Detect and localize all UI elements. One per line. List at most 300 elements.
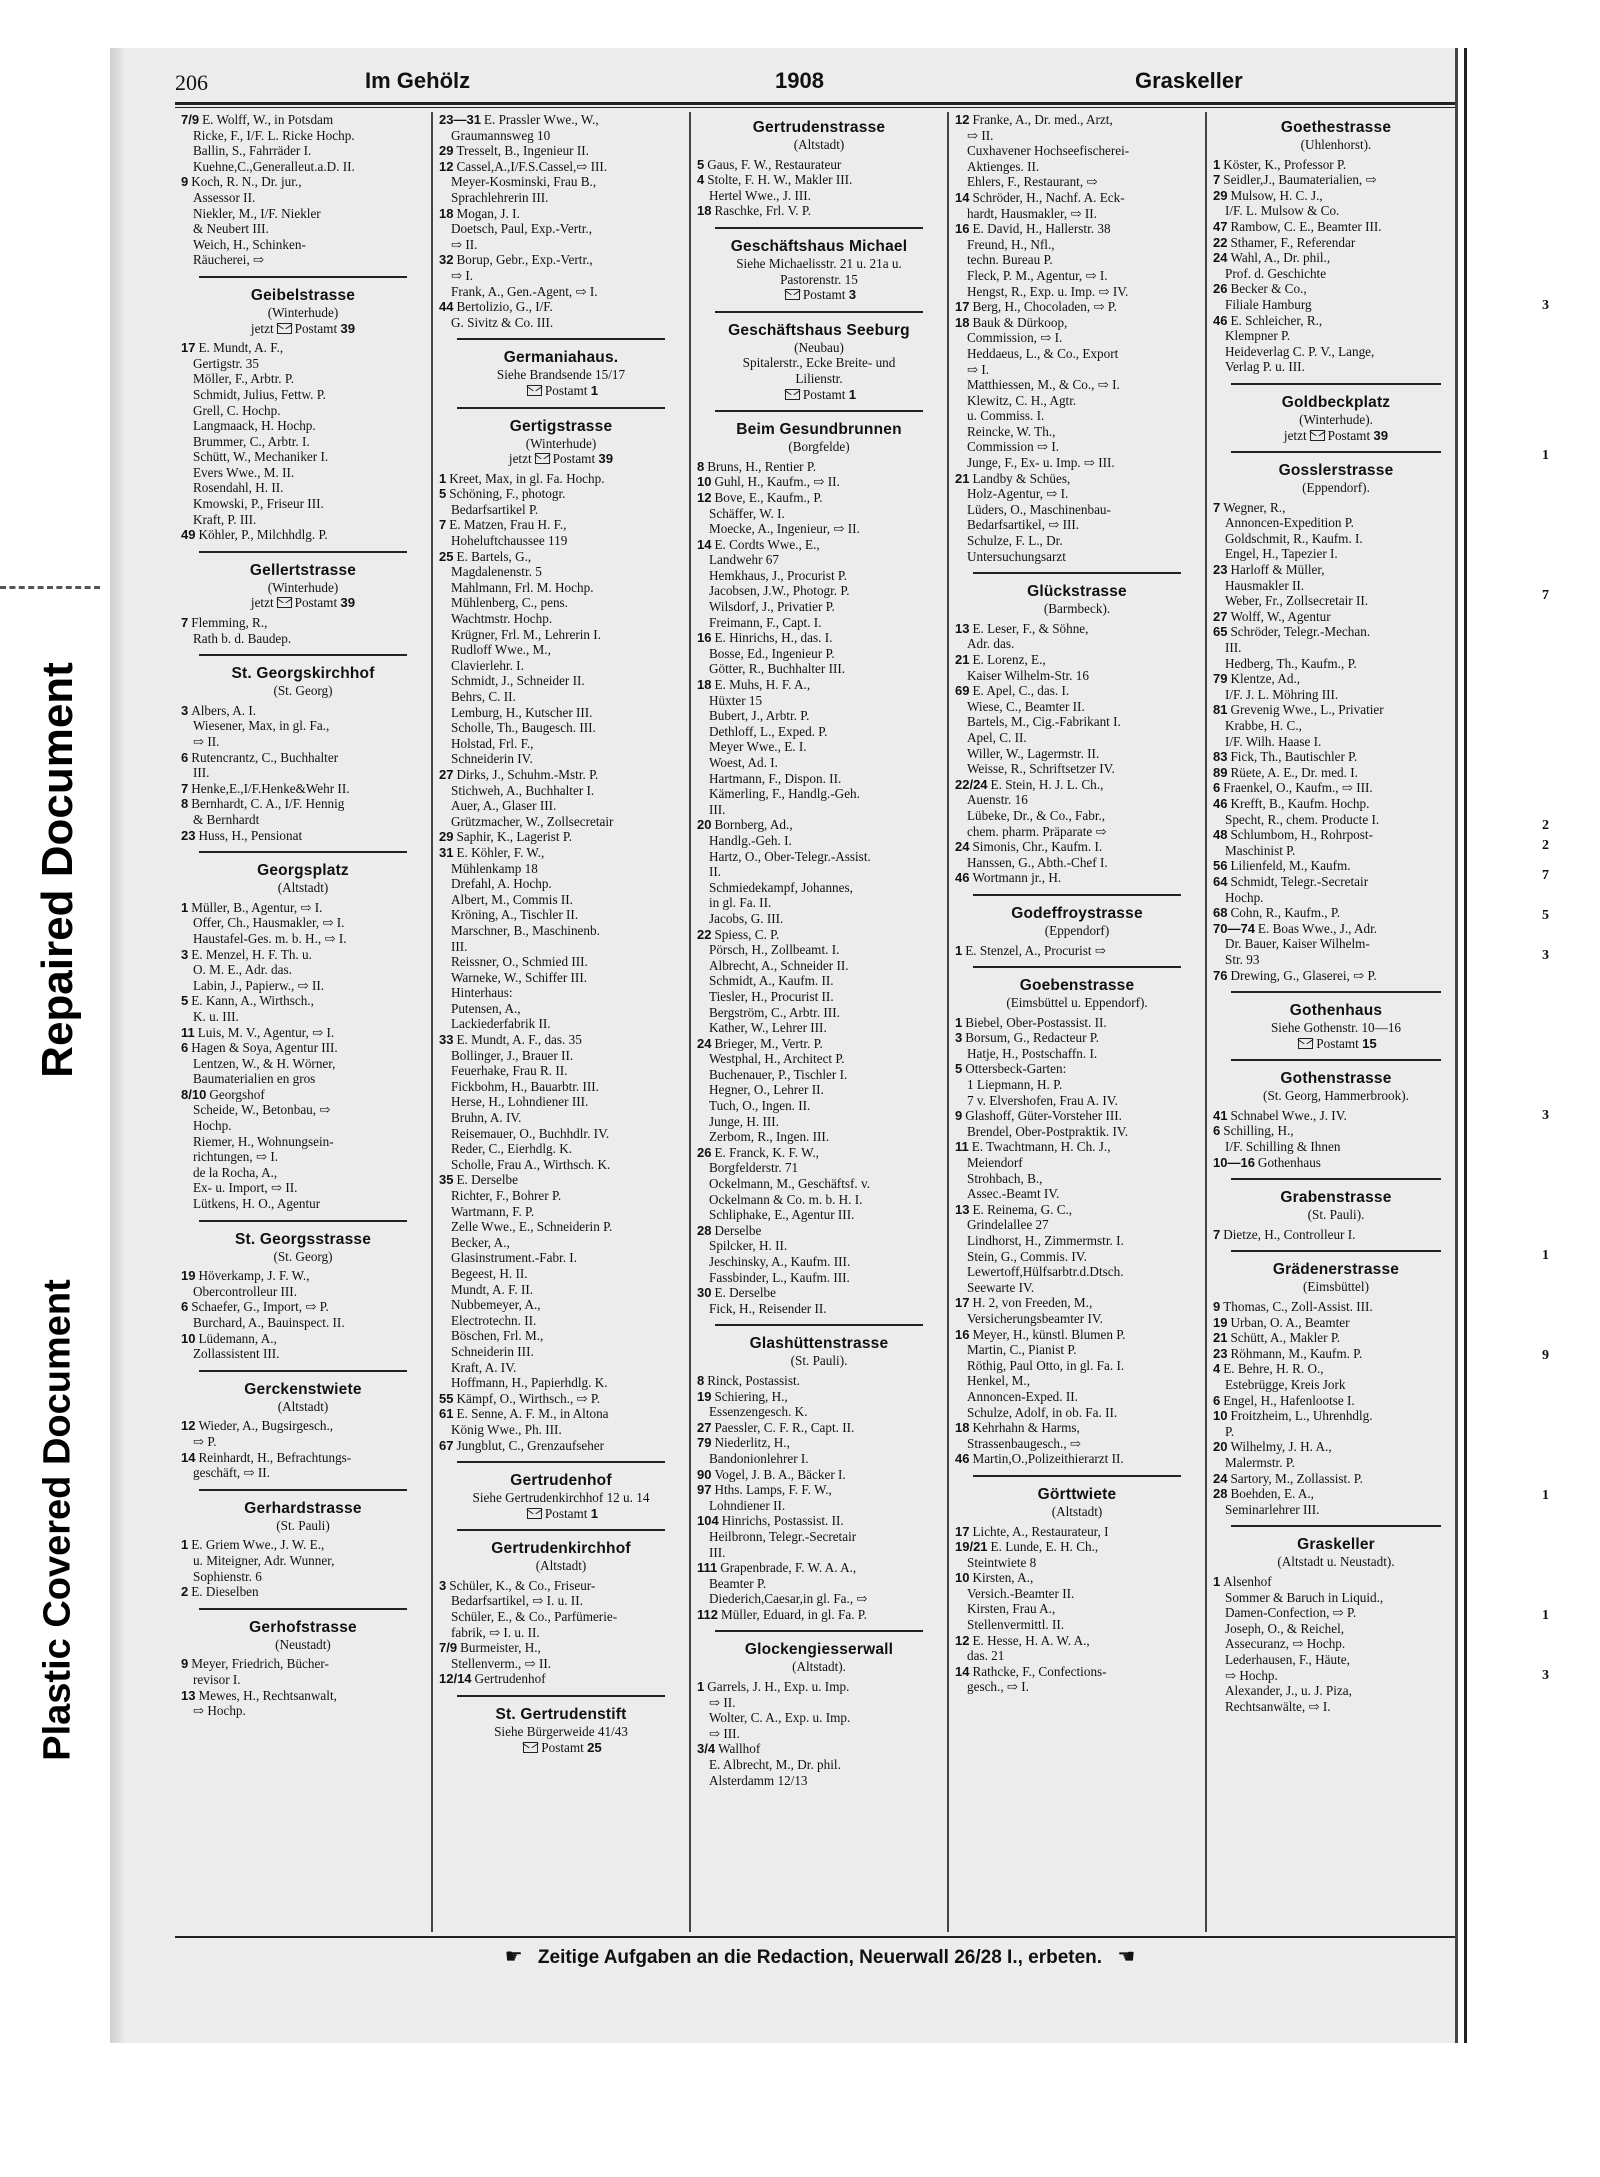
directory-entry [439,814,683,830]
street-heading: Gothenstrasse [1280,1070,1392,1088]
resident-text: Bosse, Ed., Ingenieur P. [709,645,835,661]
directory-entry [697,989,941,1005]
resident-text: Bornberg, Ad., [714,817,793,833]
directory-entry [439,1204,683,1220]
house-number: 7/9 [439,1640,458,1656]
resident-text: Urban, O. A., Beamter [1230,1314,1350,1330]
postamt-line [697,387,941,403]
directory-entry [697,1005,941,1021]
house-number: 3 [955,1030,963,1046]
house-number: 27 [697,1419,712,1435]
resident-text: Nubbemeyer, A., [451,1297,541,1313]
postamt-number: 1 [848,386,857,402]
directory-entry [955,299,1199,315]
directory-entry [181,1134,425,1150]
house-number: 46 [955,1451,970,1467]
postamt-label: Postamt [802,287,846,303]
directory-entry [697,786,941,802]
resident-text: Graumannsweg 10 [451,127,551,143]
directory-entry [697,1757,941,1773]
directory-entry [181,1299,425,1315]
resident-text: Stellenverm., ⇨ II. [451,1655,552,1671]
resident-text: Heilbronn, Telegr.-Secretair [709,1528,857,1544]
resident-text: Paessler, C. F. R., Capt. II. [714,1419,855,1435]
directory-entry [697,1145,941,1161]
resident-text: Schmidt, Julius, Fettw. P. [193,386,326,402]
directory-entry [181,449,425,465]
section-divider [1231,1059,1441,1061]
resident-text: Hüxter 15 [709,692,763,708]
next-page-fragment: 7 [1542,868,1549,883]
resident-text: Bubert, J., Arbtr. P. [709,708,810,724]
house-number: 27 [1213,608,1228,624]
resident-text: Apel, C. II. [967,729,1027,745]
resident-text: Sprachlehrerin III. [451,189,549,205]
directory-entry [697,537,941,553]
directory-entry [697,755,941,771]
resident-text: Vogel, J. B. A., Bäcker I. [714,1466,846,1482]
directory-entry [181,403,425,419]
house-number: 24 [1213,1470,1228,1486]
directory-entry [1213,1455,1459,1471]
directory-entry [1213,1393,1459,1409]
house-number: 20 [697,817,712,833]
directory-entry [439,845,683,861]
house-number: 3 [439,1577,447,1593]
resident-text: Grell, C. Hochp. [193,402,281,418]
resident-text: Stichweh, A., Buchhalter I. [451,782,595,798]
directory-entry [955,1570,1199,1586]
resident-text: Jeschinsky, A., Kaufm. III. [709,1254,851,1269]
directory-entry [1213,968,1459,984]
column-1 [175,112,433,1932]
resident-text: Martin,O.,Polizeithierarzt II. [972,1451,1124,1467]
postamt-line [439,451,683,467]
house-number: 18 [697,203,712,219]
street-section [1213,118,1459,153]
postamt-line [1213,1036,1459,1052]
directory-entry [697,708,941,724]
street-heading: Gerhardstrasse [244,1499,362,1517]
house-number: 12 [439,158,454,174]
street-section [1213,1525,1459,1570]
resident-text: Schmiedekampf, Johannes, [709,879,853,895]
street-heading: Grädenerstrasse [1272,1261,1400,1279]
directory-entry [1213,874,1459,890]
directory-entry [181,1688,425,1704]
resident-text: Hatje, H., Postschaffn. I. [967,1045,1098,1061]
resident-text: Putensen, A., [451,1000,521,1016]
resident-text: Borgfelderstr. 71 [709,1160,799,1176]
resident-text: I/F. L. Mulsow & Co. [1225,203,1340,219]
directory-entry [697,802,941,818]
resident-text: Commission, ⇨ I. [967,330,1063,346]
street-district: Siehe Bürgerweide 41/43 [494,1724,628,1740]
directory-entry [697,506,941,522]
directory-entry [439,1172,683,1188]
street-district: (St. Georg) [273,683,333,699]
resident-text: Clavierlehr. I. [451,657,524,673]
resident-text: I/F. Schilling & Ihnen [1225,1139,1341,1155]
directory-entry [439,642,683,658]
postamt-label: Postamt [541,1739,584,1755]
resident-text: Hinrichs, Postassist. II. [721,1513,844,1529]
resident-text: Bauk & Dürkoop, [972,314,1068,330]
street-section [181,851,425,896]
resident-text: Weber, Fr., Zollsecretair II. [1225,593,1369,609]
house-number: 10 [181,1330,196,1346]
resident-text: ⇨ III. [709,1725,740,1741]
street-district: (Winterhude). [1299,411,1373,427]
resident-text: Seidler,J., Baumaterialien, ⇨ [1223,172,1377,188]
house-number: 23 [181,827,196,843]
directory-entry [1213,765,1459,781]
section-divider [715,227,923,229]
street-district: (Altstadt) [793,137,845,152]
directory-entry [439,1609,683,1625]
resident-text: Auenstr. 16 [967,792,1028,808]
resident-text: Joseph, O., & Reichel, [1225,1620,1345,1636]
page-gutter-shadow [110,48,126,2043]
directory-entry [955,346,1199,362]
page-header [175,62,1465,96]
section-divider [199,276,407,278]
resident-text: Zerbom, R., Ingen. III. [709,1129,830,1145]
directory-entry [1213,1668,1459,1684]
resident-text: Thomas, C., Zoll-Assist. III. [1223,1299,1373,1315]
postamt-number: 1 [590,382,599,398]
resident-text: Magdalenenstr. 5 [451,564,542,580]
directory-entry [1213,1636,1459,1652]
street-district: (St. Pauli). [1307,1207,1365,1223]
house-number: 4 [697,172,705,188]
house-number: 79 [697,1435,712,1451]
next-page-fragment: 3 [1542,948,1549,963]
resident-text: Ricke, F., I/F. L. Ricke Hochp. [193,127,355,143]
directory-entry [697,583,941,599]
directory-entry [955,1633,1199,1649]
resident-text: Lilienfeld, M., Kaufm. [1230,858,1351,874]
directory-entry [1213,531,1459,547]
resident-text: Moecke, A., Ingenieur, ⇨ II. [709,521,860,537]
street-section [181,654,425,699]
section-divider [199,1489,407,1491]
directory-entry [697,1223,941,1239]
resident-text: Assessor II. [193,189,256,205]
resident-text: Schulze, F. L., Dr. [967,533,1063,549]
resident-text: H. 2, von Freeden, M., [972,1295,1093,1311]
directory-entry [955,128,1199,144]
street-district: (St. Georg, Hammerbrook). [1263,1088,1409,1104]
street-district: Pastorenstr. 15 [780,271,858,287]
directory-entry [181,1553,425,1569]
header-rule-thin [175,107,1465,108]
postamt-line [439,383,683,399]
directory-entry [1213,578,1459,594]
resident-text: Krefft, B., Kaufm. Hochp. [1230,795,1370,811]
directory-entry [697,661,941,677]
street-district: (Eppendorf) [1044,922,1110,938]
resident-text: geschäft, ⇨ II. [193,1465,270,1481]
resident-text: E. Schleicher, R., [1230,312,1323,328]
directory-entry [697,157,941,173]
house-number: 33 [439,1032,454,1048]
directory-entry [697,1710,941,1726]
resident-text: Meyer, H., künstl. Blumen P. [972,1326,1126,1342]
house-number: 76 [1213,967,1228,983]
house-number: 19 [181,1268,196,1284]
house-number: 83 [1213,749,1228,765]
envelope-icon [527,1508,542,1519]
resident-text: Reissner, O., Schmied III. [451,954,588,970]
section-divider [199,1220,407,1222]
resident-text: Essenzengesch. K. [709,1404,808,1420]
directory-entry [1213,1155,1459,1171]
directory-entry [181,812,425,828]
directory-entry [439,985,683,1001]
directory-entry [697,739,941,755]
directory-entry [697,677,941,693]
resident-text: Hochp. [1225,889,1264,905]
directory-entry [439,315,683,331]
directory-entry [697,1160,941,1176]
house-number: 68 [1213,905,1228,921]
directory-entry [439,284,683,300]
resident-text: Hoffmann, H., Papierhdlg. K. [451,1375,608,1391]
resident-text: Untersuchungsarzt [967,548,1066,564]
directory-entry [181,1656,425,1672]
directory-entry [439,611,683,627]
house-number: 111 [697,1560,718,1576]
street-district: (Neubau) [794,339,844,355]
directory-entry [1213,780,1459,796]
resident-text: E. Albrecht, M., Dr. phil. [709,1757,841,1773]
street-district: (Altstadt u. Neustadt). [1277,1554,1395,1570]
resident-text: Koch, R. N., Dr. jur., [191,174,302,190]
directory-entry [181,1315,425,1331]
resident-text: Wiesener, Max, in gl. Fa., [193,718,330,734]
directory-entry [697,1238,941,1254]
house-number: 12 [697,489,712,505]
dashed-margin-mark [0,586,100,589]
envelope-icon [523,1742,538,1753]
resident-text: Bandonionlehrer I. [709,1450,809,1466]
resident-text: Grindelallee 27 [967,1217,1049,1233]
house-number: 64 [1213,873,1228,889]
resident-text: Schneiderin III. [451,1343,534,1359]
resident-text: Zelle Wwe., E., Schneiderin P. [451,1219,613,1235]
house-number: 112 [697,1606,718,1622]
section-divider [1231,1250,1441,1252]
street-section [955,1475,1199,1520]
resident-text: Grapenbrade, F. W. A. A., [720,1560,857,1576]
directory-entry [697,1513,941,1529]
directory-entry [955,839,1199,855]
directory-entry [1213,1605,1459,1621]
resident-text: Seewarte IV. [967,1279,1035,1295]
directory-entry [697,490,941,506]
resident-text: Fick, H., Reisender II. [709,1300,827,1316]
directory-entry [955,112,1199,128]
house-number: 26 [697,1144,712,1160]
resident-text: Becker, A., [451,1234,510,1250]
directory-entry [439,892,683,908]
directory-entry [181,527,425,543]
resident-text: Tuch, O., Ingen. II. [709,1098,811,1114]
next-page-fragment: 2 [1542,818,1549,833]
directory-entry [439,1126,683,1142]
resident-text: Drefahl, A. Hochp. [451,876,552,892]
directory-entry [697,973,941,989]
directory-entry [697,1036,941,1052]
directory-entry [439,1360,683,1376]
directory-entry [1213,749,1459,765]
directory-entry [439,1438,683,1454]
postamt-prefix: jetzt [250,320,274,336]
directory-entry [697,880,941,896]
directory-entry [697,1114,941,1130]
resident-text: Bedarfsartikel P. [451,501,539,517]
directory-entry [439,1266,683,1282]
directory-entry [181,112,425,128]
street-heading: Godeffroystrasse [1011,904,1143,922]
directory-entry [955,517,1199,533]
resident-text: Rüete, A. E., Dr. med. I. [1230,764,1358,780]
resident-text: Filiale Hamburg [1225,296,1312,312]
house-number: 5 [955,1061,963,1077]
resident-text: E. Reinema, G. C., [972,1201,1073,1217]
resident-text: Pörsch, H., Zollbeamt. I. [709,942,840,958]
resident-text: Lütkens, H. O., Agentur [193,1196,321,1212]
directory-entry [697,1576,941,1592]
directory-entry [439,673,683,689]
directory-entry [697,724,941,740]
resident-text: E. Twachtmann, H. Ch. J., [971,1139,1111,1155]
house-number: 1 [181,899,189,915]
resident-text: Becker & Co., [1230,281,1307,297]
resident-text: Spiess, C. P. [714,926,780,942]
resident-text: Bruhn, A. IV. [451,1110,522,1126]
resident-text: E. Behre, H. R. O., [1223,1361,1324,1377]
house-number: 7/9 [181,112,200,127]
resident-text: u. Miteigner, Adr. Wunner, [193,1552,335,1568]
directory-entry [1213,936,1459,952]
house-number: 2 [181,1584,189,1600]
directory-entry [1213,827,1459,843]
resident-text: Obercontrolleur III. [193,1283,297,1299]
resident-text: E. Dieselben [191,1584,259,1600]
directory-entry [955,221,1199,237]
directory-entry [181,1584,425,1600]
resident-text: ⇨ II. [967,127,994,143]
resident-text: Rutencrantz, C., Buchhalter [191,749,339,765]
street-district: (St. Pauli) [276,1517,330,1533]
directory-entry [181,1071,425,1087]
directory-entry [697,1067,941,1083]
street-heading: Glückstrasse [1027,583,1127,601]
resident-text: Rechtsanwälte, ⇨ I. [1225,1698,1331,1714]
house-number: 31 [439,844,454,860]
street-heading: St. Georgskirchhof [231,665,375,683]
envelope-icon [785,389,800,400]
resident-text: Wallhof [718,1741,761,1757]
resident-text: ⇨ I. [451,267,474,283]
house-number: 14 [181,1449,196,1465]
resident-text: E. Leser, F., & Söhne, [972,620,1089,636]
directory-entry [181,1450,425,1466]
resident-text: Kirsten, A., [972,1570,1034,1586]
directory-entry [439,1656,683,1672]
resident-text: Dethloff, L., Exped. P. [709,723,828,739]
street-heading: Gosslerstrasse [1278,462,1394,480]
house-number: 46 [1213,312,1228,328]
resident-text: Lindhorst, H., Zimmermstr. I. [967,1233,1124,1248]
column-4 [949,112,1207,1932]
directory-entry [697,568,941,584]
resident-text: Freimann, F., Capt. I. [709,614,822,630]
resident-text: Schüler, E., & Co., Parfümerie- [451,1609,618,1625]
resident-text: Assec.-Beamt IV. [967,1186,1060,1202]
directory-entry [697,1285,941,1301]
resident-text: Heddaeus, L., & Co., Export [967,345,1119,361]
resident-text: E. Matzen, Frau H. F., [449,517,567,533]
directory-entry [955,1389,1199,1405]
resident-text: E. Prassler Wwe., W., [483,112,599,127]
house-number: 13 [181,1687,196,1703]
resident-text: Berg, H., Chocoladen, ⇨ P. [972,299,1117,315]
resident-text: Scholle, Frau A., Wirthsch. K. [451,1156,611,1172]
directory-entry [955,1555,1199,1571]
postamt-label: Postamt [294,595,338,611]
resident-text: Landby & Schües, [972,470,1071,486]
house-number: 29 [439,143,454,159]
street-heading: Gertigstrasse [509,417,613,435]
resident-text: Meyer Wwe., E. I. [709,739,807,755]
street-heading: Gothenhaus [1289,1002,1383,1020]
house-number: 44 [439,299,454,315]
resident-text: Hagen & Soya, Agentur III. [191,1040,338,1056]
directory-entry [181,931,425,947]
street-section [181,1220,425,1265]
resident-text: Schmidt, J., Schneider II. [451,673,585,689]
directory-entry [1213,546,1459,562]
directory-entry [439,299,683,315]
directory-entry [439,1063,683,1079]
resident-text: I/F. J. L. Möhring III. [1225,686,1339,702]
resident-text: Goldschmit, R., Kaufm. I. [1225,530,1363,546]
directory-entry [697,1773,941,1789]
directory-entry [697,1176,941,1192]
resident-text: Höverkamp, J. F. W., [198,1268,310,1284]
section-divider [715,1324,923,1326]
section-divider [457,338,665,340]
resident-text: Mühlenkamp 18 [451,860,538,876]
house-number: 21 [1213,1330,1228,1346]
resident-text: Fickbohm, H., Bauarbtr. III. [451,1078,599,1094]
resident-text: Holstad, Frl. F., [451,735,534,751]
street-section [1213,1059,1459,1104]
directory-entry [181,1025,425,1041]
directory-entry [1213,297,1459,313]
directory-entry [181,252,425,268]
house-number: 81 [1213,702,1228,718]
resident-text: Beamter P. [709,1575,767,1591]
directory-entry [181,796,425,812]
directory-entry [439,1406,683,1422]
street-district: (Altstadt) [535,1558,587,1574]
resident-text: Krügner, Frl. M., Lehrerin I. [451,626,601,642]
directory-entry [955,1617,1199,1633]
